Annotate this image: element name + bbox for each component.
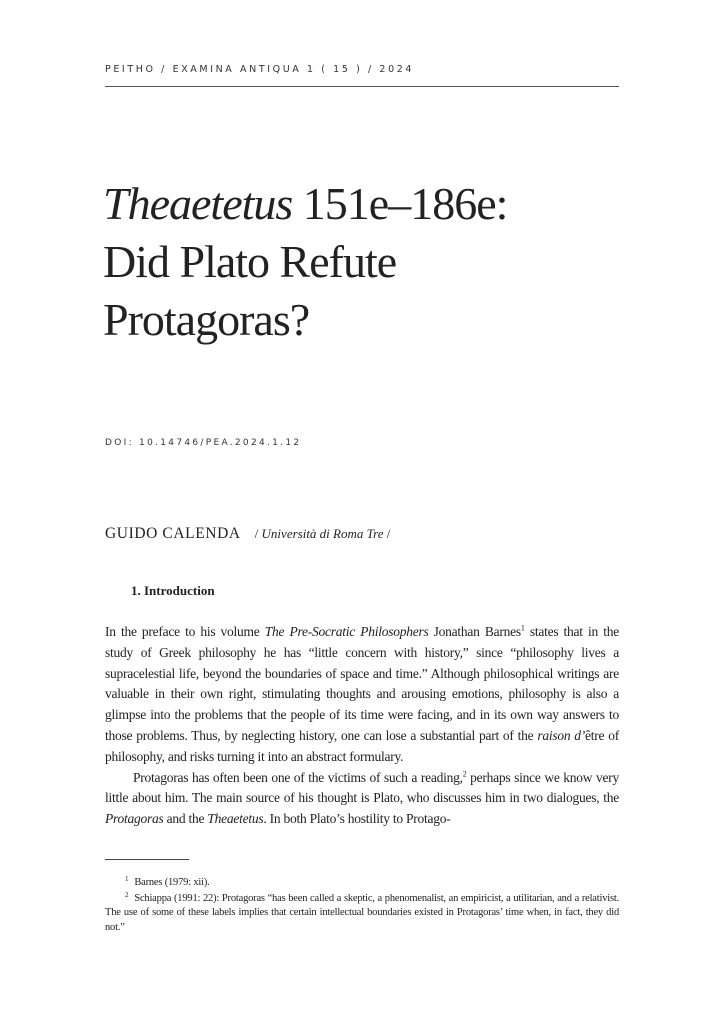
footnote-rule [105, 859, 189, 860]
title-italic: Theaetetus [103, 178, 293, 229]
affiliation-name: Università di Roma Tre [261, 526, 384, 541]
header-rule [105, 86, 619, 87]
title-line1-rest: 151e–186e: [292, 178, 508, 229]
author-line [105, 525, 390, 543]
p1-text-d: être of philosophy, and risks turning it into an abstract formulary. [105, 727, 619, 764]
footnotes [105, 876, 619, 937]
footnote-2 [105, 892, 619, 935]
p1-text-c: states that in the study of Greek philosophy he has “little concern with history,” since “philosophy lives a supracelestial life, beyond the boundaries of space and time.” Although philosophical writings are valuable in their own right, stimulating thoughts and arousing emotions, philosophy is also a glimpse into the problems that the people of its time were facing, and in its own way answers to those problems. Thus, by neglecting history, one can lose a substantial part of the [105, 624, 619, 743]
title-line3: Protagoras? [103, 294, 310, 345]
p2-dialogue-protagoras: Protagoras [105, 811, 164, 827]
footnote-ref-2[interactable]: 2 [462, 769, 467, 779]
p1-book-title: The Pre-Socratic Philosophers [264, 624, 429, 639]
p1-raison: raison d’ [537, 727, 586, 743]
paragraph-2 [105, 768, 619, 830]
author-name: GUIDO CALENDA [105, 525, 241, 542]
footnote-1-number: 1 [125, 874, 129, 883]
p2-text-d: . In both Plato’s hostility to Protago- [263, 811, 451, 827]
section-heading: 1. Introduction [131, 583, 215, 598]
body-text [105, 622, 619, 830]
paragraph-1 [105, 622, 619, 768]
p1-text-b: Jonathan Barnes [428, 624, 521, 639]
p2-text-c: and the [163, 811, 208, 827]
footnote-2-text: Schiappa (1991: 22): Protagoras “has been called a skeptic, a phenomenalist, an empiricist, a utilitarian, and a relativist. The use of some of these labels implies that certain intellectual boundaries existed in Protagoras’ time when, in fact, they did not.” [105, 893, 619, 933]
affiliation-close: / [383, 526, 391, 541]
p2-dialogue-theaetetus: Theaetetus [207, 811, 264, 827]
p1-text-a: In the preface to his volume [105, 624, 265, 639]
p2-text-a: Protagoras has often been one of the victims of such a reading, [133, 769, 463, 785]
running-head: PEITHO / EXAMINA ANTIQUA 1 ( 15 ) / 2024 [105, 64, 415, 75]
doi: DOI: 10.14746/PEA.2024.1.12 [105, 438, 302, 448]
article-title [103, 175, 643, 349]
footnote-1 [105, 876, 619, 890]
affiliation-open: / [254, 526, 262, 541]
author-affiliation [255, 526, 391, 541]
p2-text-b: perhaps since we know very little about him. The main source of his thought is Plato, who discusses him in two dialogues, the [105, 769, 620, 806]
footnote-2-number: 2 [125, 890, 129, 899]
footnote-1-text: Barnes (1979: xii). [134, 877, 210, 888]
footnote-ref-1[interactable]: 1 [520, 623, 525, 633]
title-line2: Did Plato Refute [103, 236, 397, 287]
